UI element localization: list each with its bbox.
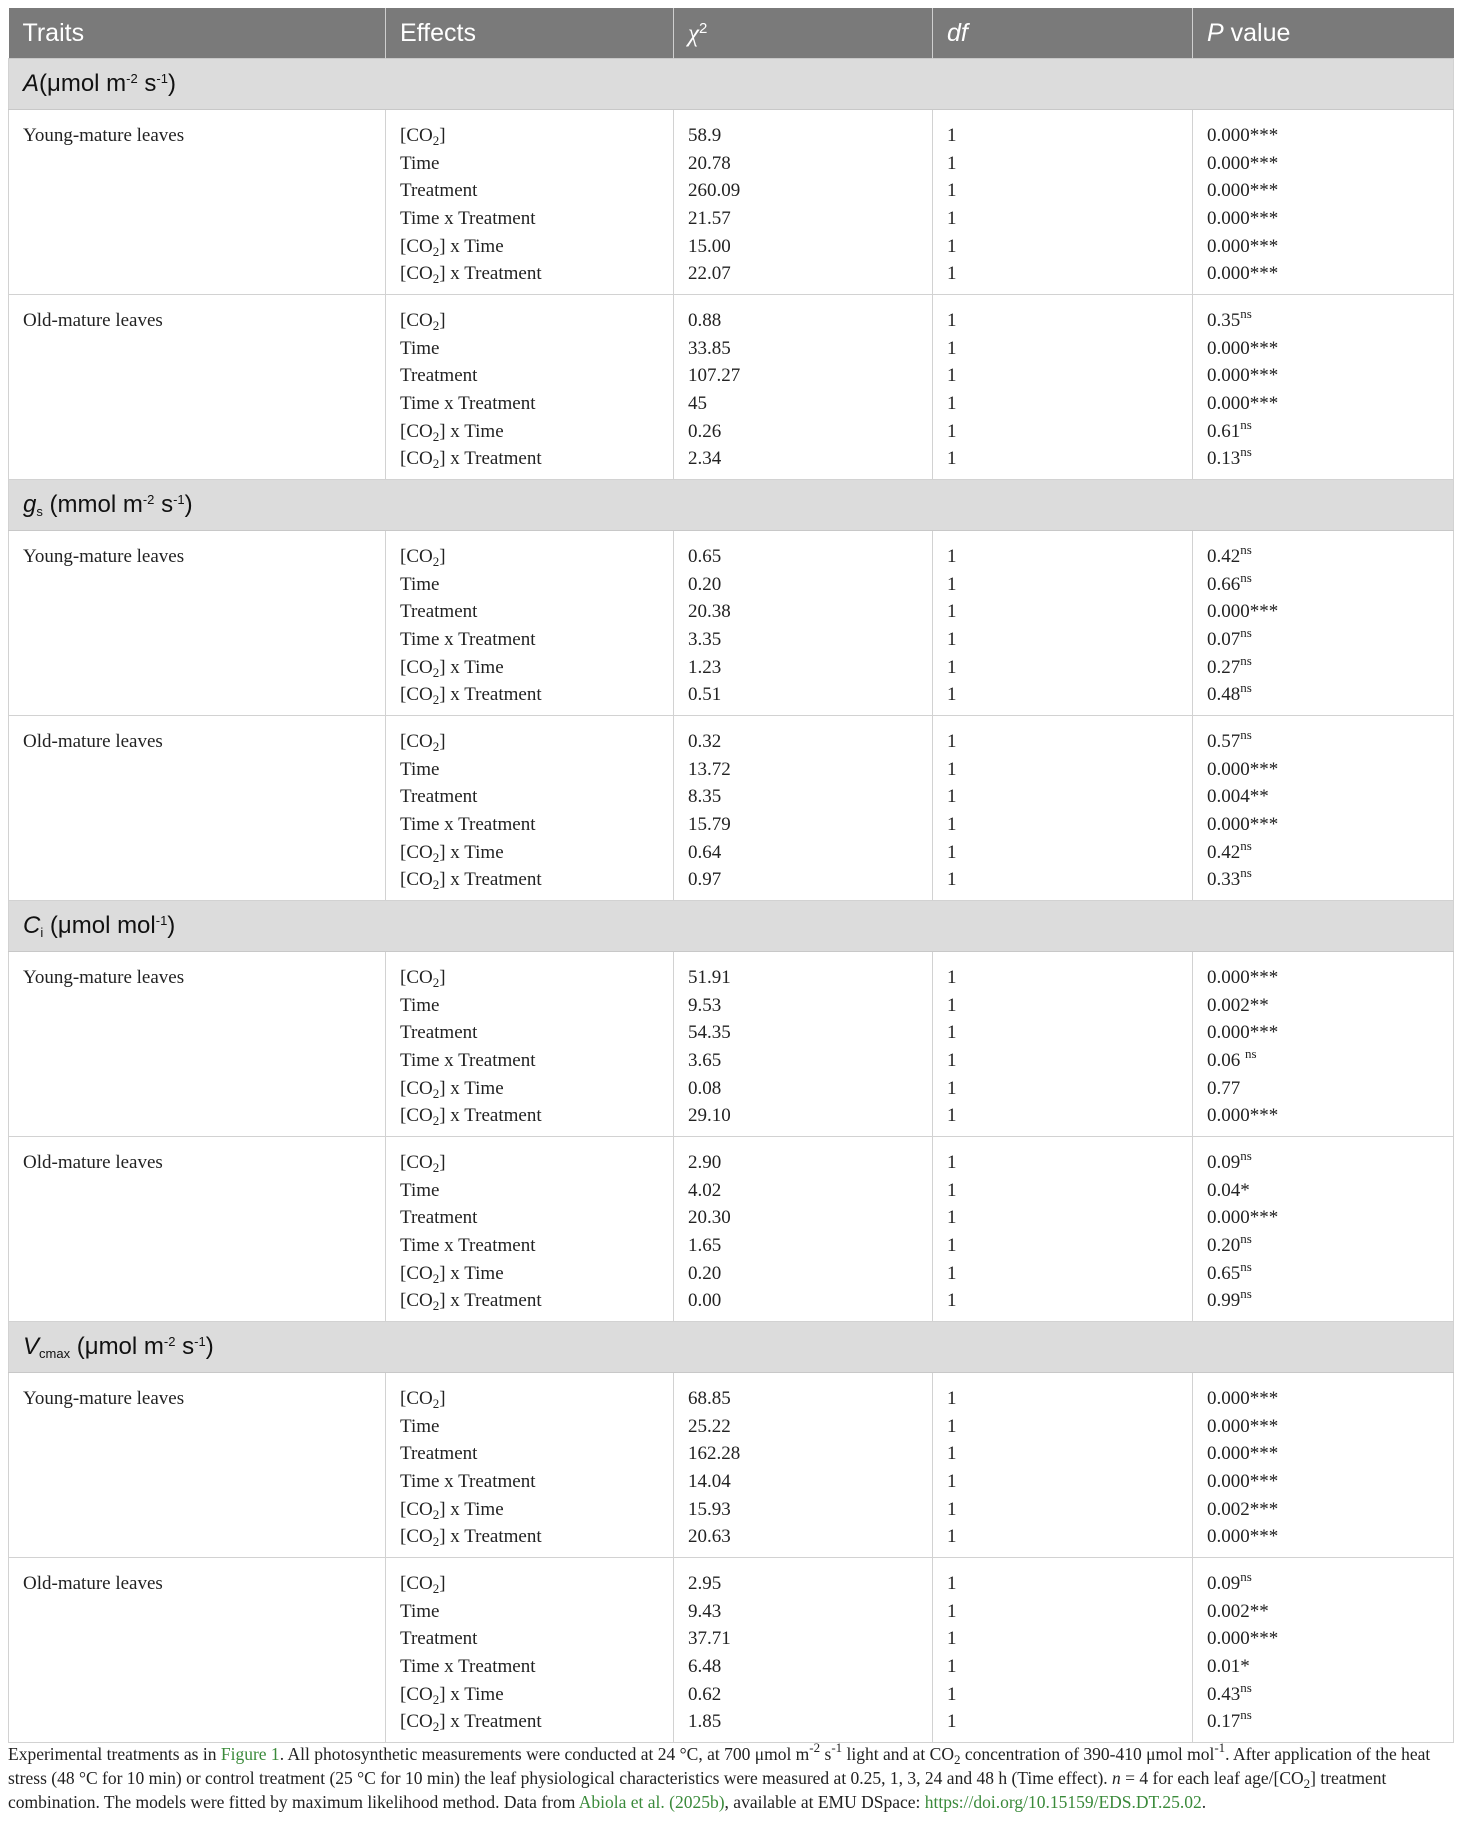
p-value: 0.000***: [1207, 1415, 1279, 1437]
chi-value: 0.00: [688, 1290, 722, 1312]
effect-label: $[CO_2]$ x Time: [400, 656, 504, 680]
df-value: 1: [947, 1262, 957, 1284]
p-value: 0.000***: [1207, 263, 1279, 285]
trait-label: Young-mature leaves: [23, 1388, 185, 1409]
chi-value: 2.95: [688, 1573, 722, 1594]
chi-value: 33.85: [688, 337, 731, 359]
df-value: 1: [947, 731, 957, 752]
df-value: 1: [947, 601, 957, 623]
trait-cell: [9, 1137, 386, 1322]
df-value: 1: [947, 841, 957, 863]
effect-label: $[CO_2]$: [400, 967, 446, 990]
df-value: 1: [947, 1498, 957, 1520]
effect-label: $[CO_2]$ x Treatment: [400, 1290, 542, 1314]
chi-value: 21.57: [688, 208, 731, 230]
df-value: 1: [947, 208, 957, 230]
df-value: 1: [947, 994, 957, 1016]
chi-cell: [674, 295, 933, 480]
df-value: 1: [947, 1077, 957, 1099]
df-value: 1: [947, 1711, 957, 1733]
df-value: 1: [947, 1152, 957, 1173]
header-df: df: [933, 8, 1193, 59]
p-cell: [1193, 531, 1454, 716]
effect-label: Time: [400, 758, 440, 780]
effect-label: $[CO_2]$: [400, 546, 446, 569]
chi-value: 0.62: [688, 1683, 722, 1705]
chi-value: 25.22: [688, 1415, 731, 1437]
effect-label: $[CO_2]$ x Treatment: [400, 1711, 542, 1735]
p-value: $0.07^{ns}$: [1207, 625, 1252, 651]
chi-value: 0.32: [688, 731, 722, 752]
chi-cell: [674, 1558, 933, 1743]
df-cell: [933, 531, 1193, 716]
df-value: 1: [947, 684, 957, 706]
p-value: 0.004**: [1207, 786, 1269, 808]
p-value: $0.57^{ns}$: [1207, 727, 1252, 752]
chi-value: 162.28: [688, 1443, 741, 1465]
chi-value: 8.35: [688, 786, 722, 808]
effect-label: $[CO_2]$ x Time: [400, 1683, 504, 1707]
section-row: [9, 901, 1454, 952]
table-row: [9, 1373, 1454, 1558]
chi-cell: [674, 1137, 933, 1322]
df-value: 1: [947, 420, 957, 442]
p-value: $0.66^{ns}$: [1207, 569, 1252, 595]
trait-label: Old-mature leaves: [23, 731, 163, 752]
p-cell: [1193, 295, 1454, 480]
chi-value: 3.35: [688, 629, 722, 651]
chi-cell: [674, 952, 933, 1137]
df-value: 1: [947, 365, 957, 387]
chi-value: 22.07: [688, 263, 731, 285]
chi-cell: [674, 531, 933, 716]
df-value: 1: [947, 263, 957, 285]
df-value: 1: [947, 786, 957, 808]
df-value: 1: [947, 546, 957, 567]
trait-label: Young-mature leaves: [23, 125, 185, 146]
chi-value: 0.65: [688, 546, 722, 567]
df-value: 1: [947, 1656, 957, 1678]
trait-cell: [9, 952, 386, 1137]
chi-value: 0.20: [688, 573, 722, 595]
p-value: 0.000***: [1207, 365, 1279, 387]
chi-value: 58.9: [688, 125, 722, 146]
p-value: 0.000***: [1207, 1105, 1279, 1127]
p-value: 0.002**: [1207, 994, 1269, 1016]
header-p-value: P value: [1193, 8, 1454, 59]
df-cell: [933, 1558, 1193, 1743]
trait-label: Old-mature leaves: [23, 1152, 163, 1173]
table-row: [9, 716, 1454, 901]
df-cell: [933, 295, 1193, 480]
table-footnote: Experimental treatments as in Figure 1. All photosynthetic measurements were conducted at 24 °C, at 700 μmol $m^{-2}$ $s^{-1}$ light and at $CO_2$ concentration of 390-410 μmol mol$^{-1}$. After application of the heat stress (48 °C for 10 min) or control treatment (25 °C for 10 min) the leaf physiological characteristics were measured at 0.25, 1, 3, 24 and 48 h (Time effect). n = 4 for each leaf age/$[CO_2]$ treatment combination. The models were fitted by maximum likelihood method. Data from Abiola et al. (2025b), available at EMU DSpace: https://doi.org/10.15159/EDS.DT.25.02.: [8, 1740, 1431, 1812]
trait-cell: [9, 110, 386, 295]
p-value: 0.000***: [1207, 1526, 1279, 1548]
effect-label: $[CO_2]$ x Treatment: [400, 263, 542, 287]
p-value: 0.000***: [1207, 1022, 1279, 1044]
p-value: $0.17^{ns}$: [1207, 1707, 1252, 1733]
effect-label: $[CO_2]$: [400, 1152, 446, 1175]
df-value: 1: [947, 1050, 957, 1072]
effects-cell: [386, 531, 674, 716]
df-value: 1: [947, 310, 957, 331]
chi-value: 15.93: [688, 1498, 731, 1520]
p-value: 0.000***: [1207, 235, 1279, 257]
effect-label: Time: [400, 1415, 440, 1437]
chi-value: 1.85: [688, 1711, 722, 1733]
df-value: 1: [947, 1471, 957, 1493]
df-value: 1: [947, 393, 957, 415]
chi-value: 2.34: [688, 448, 722, 470]
effect-label: Time x Treatment: [400, 629, 536, 651]
p-value: $0.13^{ns}$: [1207, 444, 1252, 470]
df-cell: [933, 716, 1193, 901]
df-value: 1: [947, 1683, 957, 1705]
effect-label: $[CO_2]$ x Time: [400, 1498, 504, 1522]
p-value: 0.000***: [1207, 393, 1279, 415]
p-value: 0.002**: [1207, 1600, 1269, 1622]
chi-value: 37.71: [688, 1628, 731, 1650]
effect-label: $[CO_2]$: [400, 310, 446, 333]
trait-cell: [9, 1558, 386, 1743]
effect-label: Time: [400, 1179, 440, 1201]
effect-label: $[CO_2]$ x Time: [400, 420, 504, 444]
df-value: 1: [947, 1628, 957, 1650]
section-row: [9, 480, 1454, 531]
section-row: [9, 59, 1454, 110]
df-cell: [933, 952, 1193, 1137]
df-value: 1: [947, 814, 957, 836]
effect-label: $[CO_2]$: [400, 731, 446, 754]
effect-label: Time x Treatment: [400, 1656, 536, 1678]
chi-value: 54.35: [688, 1022, 731, 1044]
effect-label: $[CO_2]$ x Time: [400, 841, 504, 865]
p-value: $0.65^{ns}$: [1207, 1258, 1252, 1284]
trait-cell: [9, 531, 386, 716]
p-cell: [1193, 1373, 1454, 1558]
citation-link[interactable]: Abiola et al. (2025b): [578, 1792, 725, 1812]
chi-value: 15.79: [688, 814, 731, 836]
p-value: 0.000***: [1207, 814, 1279, 836]
df-value: 1: [947, 1290, 957, 1312]
df-value: 1: [947, 1526, 957, 1548]
trait-cell: [9, 1373, 386, 1558]
chi-value: 0.08: [688, 1077, 722, 1099]
effect-label: Time: [400, 994, 440, 1016]
effect-label: Time x Treatment: [400, 1471, 536, 1493]
p-value: 0.000***: [1207, 180, 1279, 202]
section-title: A(μmol $m^{-2}$ $s^{-1}$): [9, 59, 1454, 110]
effects-cell: [386, 952, 674, 1137]
stats-table: [8, 8, 1454, 1743]
p-value: $0.42^{ns}$: [1207, 542, 1252, 567]
df-value: 1: [947, 1022, 957, 1044]
df-value: 1: [947, 125, 957, 146]
df-cell: [933, 1373, 1193, 1558]
p-value: 0.000***: [1207, 152, 1279, 174]
table-row: [9, 952, 1454, 1137]
chi-cell: [674, 1373, 933, 1558]
effect-label: $[CO_2]$ x Treatment: [400, 1105, 542, 1129]
effect-label: Time: [400, 1600, 440, 1622]
p-value: 0.000***: [1207, 337, 1279, 359]
effect-label: $[CO_2]$: [400, 1388, 446, 1411]
table-row: [9, 295, 1454, 480]
p-cell: [1193, 952, 1454, 1137]
p-value: $0.09^{ns}$: [1207, 1569, 1252, 1594]
effect-label: Treatment: [400, 1022, 478, 1044]
trait-cell: [9, 295, 386, 480]
effect-label: Time x Treatment: [400, 208, 536, 230]
effect-label: Time: [400, 337, 440, 359]
section-title: $g_s$ (mmol $m^{-2}$ $s^{-1}$): [9, 480, 1454, 531]
df-value: 1: [947, 1443, 957, 1465]
chi-value: 0.26: [688, 420, 722, 442]
chi-value: 0.51: [688, 684, 722, 706]
chi-value: 29.10: [688, 1105, 731, 1127]
chi-value: 15.00: [688, 235, 731, 257]
p-value: 0.01*: [1207, 1656, 1250, 1678]
df-value: 1: [947, 656, 957, 678]
effect-label: $[CO_2]$ x Treatment: [400, 448, 542, 472]
chi-value: 3.65: [688, 1050, 722, 1072]
df-value: 1: [947, 1388, 957, 1409]
effect-label: $[CO_2]$ x Time: [400, 1262, 504, 1286]
p-cell: [1193, 110, 1454, 295]
effects-cell: [386, 1373, 674, 1558]
df-value: 1: [947, 1235, 957, 1257]
effect-label: Treatment: [400, 1443, 478, 1465]
p-value: $0.42^{ns}$: [1207, 837, 1252, 863]
df-value: 1: [947, 1600, 957, 1622]
effect-label: Treatment: [400, 1628, 478, 1650]
df-value: 1: [947, 869, 957, 891]
p-value: 0.002***: [1207, 1498, 1279, 1520]
p-value: 0.000***: [1207, 758, 1279, 780]
effects-cell: [386, 1558, 674, 1743]
p-value: $0.27^{ns}$: [1207, 652, 1252, 678]
effect-label: $[CO_2]$ x Treatment: [400, 684, 542, 708]
section-row: [9, 1322, 1454, 1373]
effect-label: $[CO_2]$ x Treatment: [400, 869, 542, 893]
doi-link[interactable]: https://doi.org/10.15159/EDS.DT.25.02: [924, 1792, 1202, 1812]
section-title: $V_{cmax}$ (μmol $m^{-2}$ $s^{-1}$): [9, 1322, 1454, 1373]
df-value: 1: [947, 1207, 957, 1229]
effects-cell: [386, 1137, 674, 1322]
trait-label: Old-mature leaves: [23, 1573, 163, 1594]
effect-label: Treatment: [400, 1207, 478, 1229]
p-value: 0.000***: [1207, 1471, 1279, 1493]
df-value: 1: [947, 152, 957, 174]
chi-value: 0.20: [688, 1262, 722, 1284]
effect-label: $[CO_2]$: [400, 125, 446, 148]
trait-label: Young-mature leaves: [23, 967, 185, 988]
trait-label: Young-mature leaves: [23, 546, 185, 567]
trait-label: Old-mature leaves: [23, 310, 163, 331]
p-value: 0.04*: [1207, 1179, 1250, 1201]
effect-label: Time: [400, 573, 440, 595]
p-cell: [1193, 1137, 1454, 1322]
p-value: 0.000***: [1207, 967, 1279, 988]
header-row: [9, 8, 1454, 59]
chi-value: 13.72: [688, 758, 731, 780]
effect-label: $[CO_2]$: [400, 1573, 446, 1596]
df-value: 1: [947, 1573, 957, 1594]
p-value: 0.000***: [1207, 1443, 1279, 1465]
p-value: $0.35^{ns}$: [1207, 306, 1252, 331]
p-value: 0.000***: [1207, 1207, 1279, 1229]
p-value: $0.09^{ns}$: [1207, 1148, 1252, 1173]
chi-value: 20.63: [688, 1526, 731, 1548]
chi-value: 0.97: [688, 869, 722, 891]
p-cell: [1193, 1558, 1454, 1743]
chi-value: 6.48: [688, 1656, 722, 1678]
stats-table-container: [8, 8, 1453, 1743]
effect-label: Treatment: [400, 180, 478, 202]
p-value: $0.20^{ns}$: [1207, 1231, 1252, 1257]
table-row: [9, 531, 1454, 716]
df-value: 1: [947, 758, 957, 780]
chi-value: 0.64: [688, 841, 722, 863]
header-traits: Traits: [9, 8, 386, 59]
p-value: 0.000***: [1207, 1388, 1279, 1409]
effects-cell: [386, 110, 674, 295]
table-row: [9, 110, 1454, 295]
trait-cell: [9, 716, 386, 901]
effect-label: Time x Treatment: [400, 1235, 536, 1257]
p-value: 0.000***: [1207, 125, 1279, 146]
p-value: $0.99^{ns}$: [1207, 1286, 1252, 1312]
df-value: 1: [947, 337, 957, 359]
df-value: 1: [947, 1179, 957, 1201]
df-value: 1: [947, 1415, 957, 1437]
df-cell: [933, 110, 1193, 295]
section-title: $C_i$ (μmol mol$^{-1}$): [9, 901, 1454, 952]
chi-value: 20.30: [688, 1207, 731, 1229]
df-cell: [933, 1137, 1193, 1322]
df-value: 1: [947, 448, 957, 470]
table-row: [9, 1558, 1454, 1743]
df-value: 1: [947, 180, 957, 202]
chi-value: 260.09: [688, 180, 741, 202]
chi-value: 0.88: [688, 310, 722, 331]
df-value: 1: [947, 629, 957, 651]
df-value: 1: [947, 1105, 957, 1127]
effect-label: Time x Treatment: [400, 814, 536, 836]
p-cell: [1193, 716, 1454, 901]
header-effects: Effects: [386, 8, 674, 59]
chi-value: 20.38: [688, 601, 731, 623]
effect-label: Time x Treatment: [400, 1050, 536, 1072]
header-chi-square: $\chi^2$: [674, 8, 933, 59]
p-value: 0.000***: [1207, 601, 1279, 623]
effect-label: Treatment: [400, 786, 478, 808]
chi-value: 51.91: [688, 967, 731, 988]
p-value: 0.000***: [1207, 208, 1279, 230]
chi-value: 1.23: [688, 656, 722, 678]
effect-label: Treatment: [400, 601, 478, 623]
p-value: 0.77: [1207, 1077, 1241, 1099]
chi-value: 4.02: [688, 1179, 722, 1201]
effects-cell: [386, 716, 674, 901]
df-value: 1: [947, 967, 957, 988]
chi-cell: [674, 110, 933, 295]
p-value: $0.33^{ns}$: [1207, 865, 1252, 891]
chi-value: 9.53: [688, 994, 722, 1016]
effect-label: Time: [400, 152, 440, 174]
chi-cell: [674, 716, 933, 901]
effect-label: $[CO_2]$ x Time: [400, 1077, 504, 1101]
chi-value: 9.43: [688, 1600, 722, 1622]
chi-value: 14.04: [688, 1471, 731, 1493]
df-value: 1: [947, 235, 957, 257]
p-value: $0.48^{ns}$: [1207, 680, 1252, 706]
figure-1-link[interactable]: Figure 1: [220, 1744, 280, 1764]
p-value: 0.06 $^{ns}$: [1207, 1046, 1257, 1072]
p-value: 0.000***: [1207, 1628, 1279, 1650]
chi-value: 107.27: [688, 365, 741, 387]
effect-label: $[CO_2]$ x Treatment: [400, 1526, 542, 1550]
effect-label: Treatment: [400, 365, 478, 387]
chi-value: 1.65: [688, 1235, 722, 1257]
chi-value: 20.78: [688, 152, 731, 174]
effects-cell: [386, 295, 674, 480]
chi-value: 68.85: [688, 1388, 731, 1409]
table-row: [9, 1137, 1454, 1322]
chi-value: 2.90: [688, 1152, 722, 1173]
effect-label: Time x Treatment: [400, 393, 536, 415]
effect-label: $[CO_2]$ x Time: [400, 235, 504, 259]
chi-value: 45: [688, 393, 707, 415]
df-value: 1: [947, 573, 957, 595]
p-value: $0.43^{ns}$: [1207, 1679, 1252, 1705]
p-value: $0.61^{ns}$: [1207, 416, 1252, 442]
